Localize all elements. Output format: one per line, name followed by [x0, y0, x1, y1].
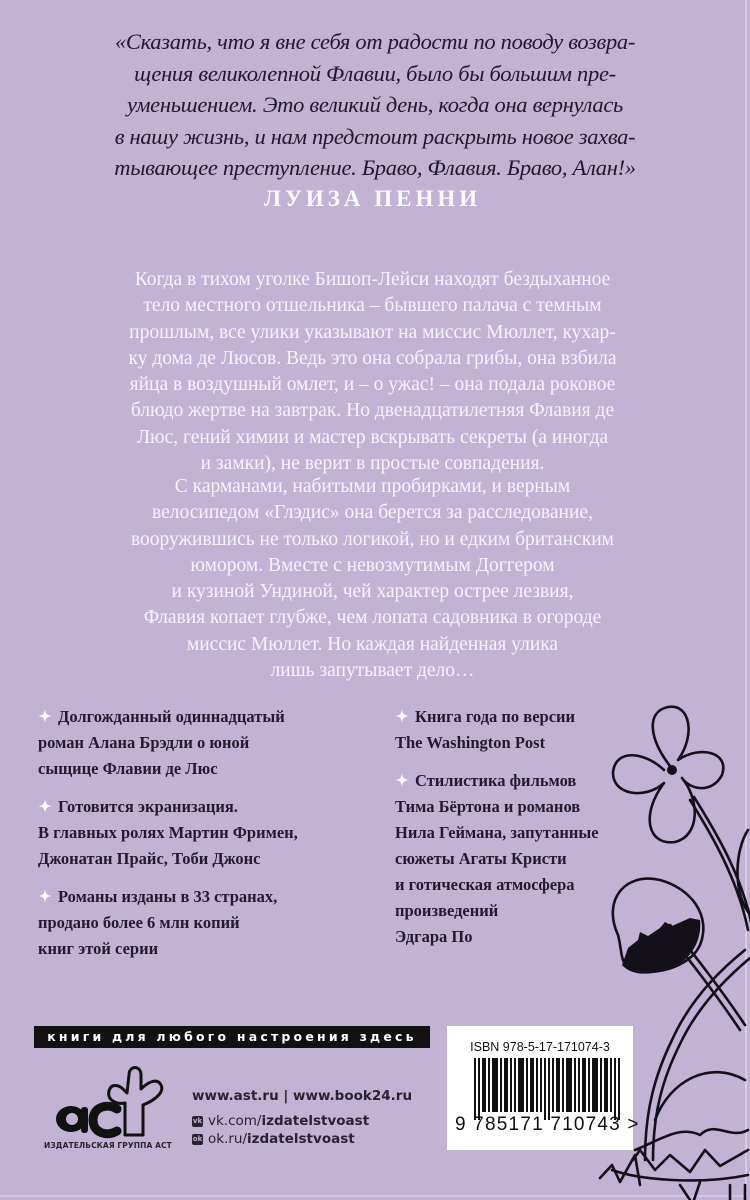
quote-line: тывающее преступление. Браво, Флавия. Браво, Алан!»: [114, 155, 636, 180]
quote-line: уменьшением. Это великий день, когда она вернулась: [127, 92, 623, 117]
feature-line-text: книг этой серии: [38, 939, 159, 958]
feature-line-text: Долгожданный одиннадцатый: [58, 707, 285, 726]
synopsis-line: и кузиной Ундиной, чей характер острее лезвия,: [171, 581, 574, 603]
quote-line: в нашу жизнь, и нам предстоит раскрыть новое захва-: [114, 123, 636, 149]
feature-item: [38, 704, 378, 782]
website-links[interactable]: www.ast.ru | www.book24.ru: [192, 1088, 413, 1104]
feature-line-text: В главных ролях Мартин Фримен,: [38, 823, 298, 842]
synopsis-line: ку дома де Люсов. Ведь это она собрала грибы, она взбила: [128, 347, 617, 369]
feature-item: [38, 884, 378, 962]
feature-line-text: произведений: [395, 901, 499, 920]
vk-icon: vk: [192, 1116, 203, 1125]
vk-link[interactable]: vk vk.com/ izdatelstvoast: [192, 1113, 370, 1129]
synopsis-line: лишь запутывает дело…: [270, 660, 475, 682]
synopsis-line: прошлым, все улики указывают на миссис Мюллет, кухар-: [129, 321, 616, 343]
feature-line-text: продано более 6 млн копий: [38, 913, 240, 932]
synopsis-line: Люс, гений химии и мастер вскрывать секреты (а иногда: [136, 426, 609, 448]
features-left-column: [38, 704, 378, 974]
feature-line-text: The Washington Post: [395, 733, 546, 752]
feature-line-text: Тима Бёртона и романов: [395, 797, 581, 816]
feature-line-text: и готическая атмосфера: [395, 875, 575, 894]
feature-line-text: роман Алана Брэдли о юной: [38, 733, 250, 752]
synopsis-line: Флавия копает глубже, чем лопата садовника в огороде: [143, 607, 602, 629]
synopsis-line: вооружившись не только логикой, но и едким британским: [130, 528, 614, 550]
odnoklassniki-icon: ok: [192, 1134, 203, 1143]
feature-line-text: Стилистика фильмов: [415, 771, 577, 790]
isbn-label: ISBN 978-5-17-171074-3: [470, 1040, 610, 1054]
synopsis-line: велосипедом «Глэдис» она берется за расследование,: [152, 502, 593, 524]
feature-line-text: Романы изданы в 33 странах,: [58, 887, 278, 906]
feature-line-text: Нила Геймана, запутанные: [395, 823, 599, 842]
synopsis-line: тело местного отшельника – бывшего палача с темным: [143, 295, 602, 317]
sparkle-icon: [38, 799, 52, 813]
feature-line-text: Джонатан Прайс, Тоби Джонс: [38, 849, 261, 868]
feature-item: [395, 768, 625, 950]
quote-line: «Сказать, что я вне себя от радости по поводу возвра-: [114, 29, 636, 54]
tagline-banner: книги для любого настроения здесь: [34, 1026, 430, 1048]
synopsis-line: юмором. Вместе с невозмутимым Доггером: [190, 554, 555, 576]
quote-line: щения великолепной Флавии, было бы большим пре-: [134, 60, 616, 86]
sparkle-icon: [395, 709, 409, 723]
feature-item: [395, 704, 625, 756]
feature-line-text: сыщице Флавии де Люс: [38, 759, 218, 778]
feature-line-text: Книга года по версии: [415, 707, 576, 726]
publisher-links: [192, 1088, 412, 1148]
sparkle-icon: [38, 889, 52, 903]
isbn-barcode: [447, 1026, 640, 1150]
synopsis-line: блюдо жертве на завтрак. Но двенадцатилетняя Флавия де: [130, 400, 615, 422]
flower-icon: [613, 707, 723, 843]
synopsis-line: миссис Мюллет. Но каждая найденная улика: [186, 633, 559, 655]
features-right-column: [395, 704, 625, 962]
synopsis-line: и замки), не верит в простые совпадения.: [200, 453, 545, 475]
publisher-caption: ИЗДАТЕЛЬСКАЯ ГРУППА АСТ: [44, 1141, 172, 1150]
barcode-icon: [474, 1058, 622, 1120]
isbn-digits: 9 785171 710743 >: [455, 1114, 640, 1135]
feature-line-text: сюжеты Агаты Кристи: [395, 849, 567, 868]
sparkle-icon: [38, 709, 52, 723]
quote-author: ЛУИЗА ПЕННИ: [263, 186, 482, 211]
ast-publisher-logo: [45, 1055, 175, 1155]
ok-link[interactable]: ok ok.ru/ izdatelstvoast: [192, 1131, 355, 1147]
sparkle-icon: [395, 773, 409, 787]
feature-line-text: Готовится экранизация.: [58, 797, 238, 816]
synopsis-paragraph-2: [40, 474, 705, 684]
feature-line-text: Эдгара По: [395, 927, 473, 946]
synopsis-paragraph-1: [40, 267, 705, 477]
synopsis-line: С карманами, набитыми пробирками, и верным: [174, 476, 571, 497]
review-quote: [55, 26, 695, 184]
feature-item: [38, 794, 378, 872]
synopsis-line: Когда в тихом уголке Бишоп-Лейси находят бездыханное: [134, 269, 611, 290]
synopsis-line: яйца в воздушный омлет, и – о ужас! – она подала роковое: [129, 374, 616, 396]
